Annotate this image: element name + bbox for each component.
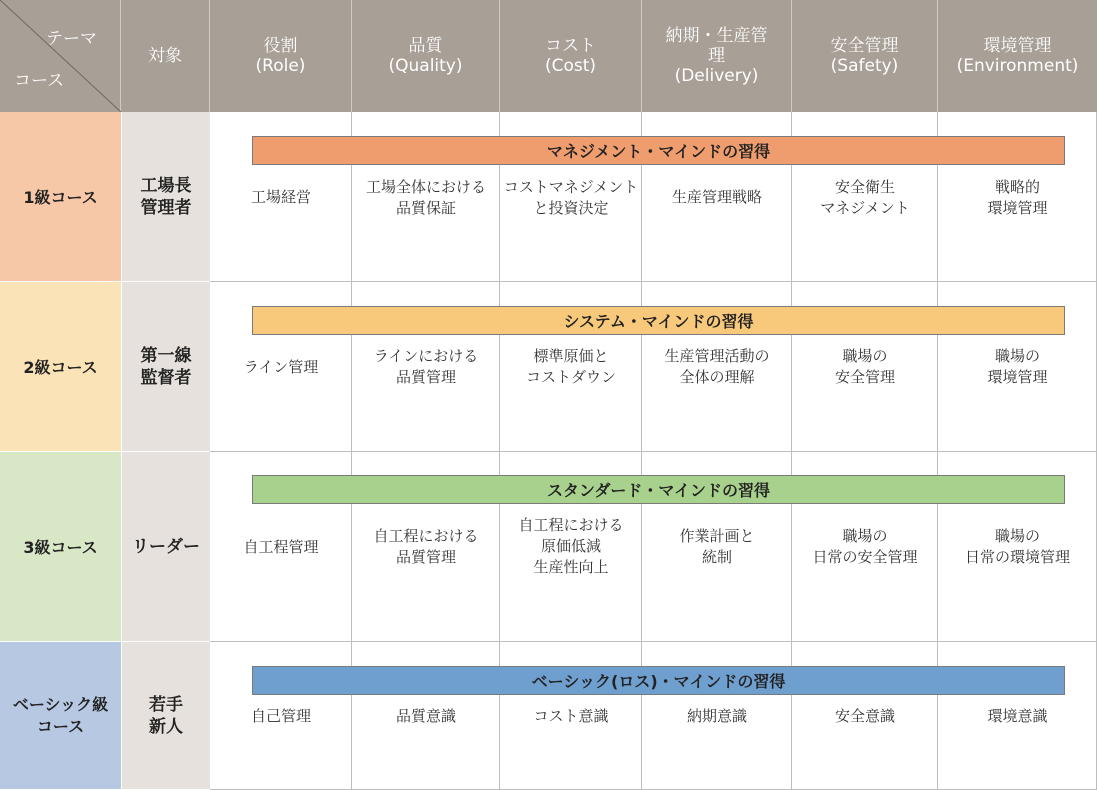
header-delivery: [642, 0, 792, 112]
cell-r4-delivery: 納期意識: [686, 707, 747, 725]
corner-course-label: コース: [14, 71, 65, 91]
cell-r4-quality: 品質意識: [395, 707, 456, 725]
cell-r3-cost: 自工程における 原価低減 生産性向上: [518, 516, 624, 576]
header-role-ja: 役割: [263, 36, 298, 56]
banner-system-mind: システム・マインドの習得: [252, 306, 1065, 335]
grid-line: [210, 281, 1097, 282]
header-safety: [792, 0, 938, 112]
corner-header-cell: [0, 0, 121, 112]
cell-r1-role: 工場経営: [250, 188, 311, 206]
banner-basic-mind: ベーシック(ロス)・マインドの習得: [252, 666, 1065, 695]
cell-r2-quality: ラインにおける 品質管理: [373, 347, 479, 386]
header-quality-en: (Quality): [388, 56, 463, 76]
cell-r4-cost: コスト意識: [533, 707, 609, 725]
cell-r4-safety: 安全意識: [834, 707, 895, 725]
header-delivery-ja: 納期・生産管 理: [665, 26, 768, 66]
header-cost-ja: コスト: [545, 36, 596, 56]
cell-r3-quality: 自工程における 品質管理: [373, 527, 479, 566]
header-role: [210, 0, 352, 112]
cell-r2-role: ライン管理: [243, 358, 319, 376]
banner-management-mind: マネジメント・マインドの習得: [252, 136, 1065, 165]
cell-r3-role: 自工程管理: [243, 538, 319, 556]
cell-r1-environment: 戦略的 環境管理: [987, 178, 1048, 217]
header-environment-ja: 環境管理: [983, 36, 1052, 56]
header-safety-ja: 安全管理: [830, 36, 899, 56]
cell-r1-safety: 安全衛生 マネジメント: [820, 178, 910, 217]
corner-theme-label: テーマ: [46, 29, 97, 49]
banner-standard-mind: スタンダード・マインドの習得: [252, 475, 1065, 504]
cell-r1-quality: 工場全体における 品質保証: [365, 178, 486, 217]
header-safety-en: (Safety): [830, 56, 899, 76]
cell-r2-delivery: 生産管理活動の 全体の理解: [664, 347, 770, 386]
diagonal-divider-icon: [0, 0, 121, 112]
header-cost: [500, 0, 642, 112]
cell-r4-role: 自己管理: [250, 707, 311, 725]
target-1: 工場長 管理者: [121, 112, 210, 282]
course-2: 2級コース: [0, 282, 121, 452]
header-delivery-en: (Delivery): [674, 66, 759, 86]
cell-r1-cost: コストマネジメント と投資決定: [503, 178, 639, 217]
target-3: リーダー: [121, 452, 210, 642]
target-4: 若手 新人: [121, 642, 210, 790]
header-environment: [938, 0, 1097, 112]
cell-r2-environment: 職場の 環境管理: [987, 347, 1048, 386]
course-4: ベーシック級 コース: [0, 642, 121, 790]
header-quality-ja: 品質: [408, 36, 443, 56]
cell-r3-safety: 職場の 日常の安全管理: [812, 527, 918, 566]
header-quality: [352, 0, 500, 112]
cell-r2-cost: 標準原価と コストダウン: [525, 347, 616, 386]
cell-r2-safety: 職場の 安全管理: [834, 347, 895, 386]
target-2: 第一線 監督者: [121, 282, 210, 452]
course-3: 3級コース: [0, 452, 121, 642]
header-environment-en: (Environment): [956, 56, 1079, 76]
grid-line: [210, 451, 1097, 452]
course-1: 1級コース: [0, 112, 121, 282]
cell-r4-environment: 環境意識: [987, 707, 1048, 725]
header-cost-en: (Cost): [544, 56, 597, 76]
cell-r3-delivery: 作業計画と 統制: [679, 527, 755, 566]
cell-r1-delivery: 生産管理戦略: [671, 188, 762, 206]
grid-line: [210, 641, 1097, 642]
header-role-en: (Role): [255, 56, 306, 76]
header-target: 対象: [121, 0, 210, 112]
cell-r3-environment: 職場の 日常の環境管理: [964, 527, 1070, 566]
